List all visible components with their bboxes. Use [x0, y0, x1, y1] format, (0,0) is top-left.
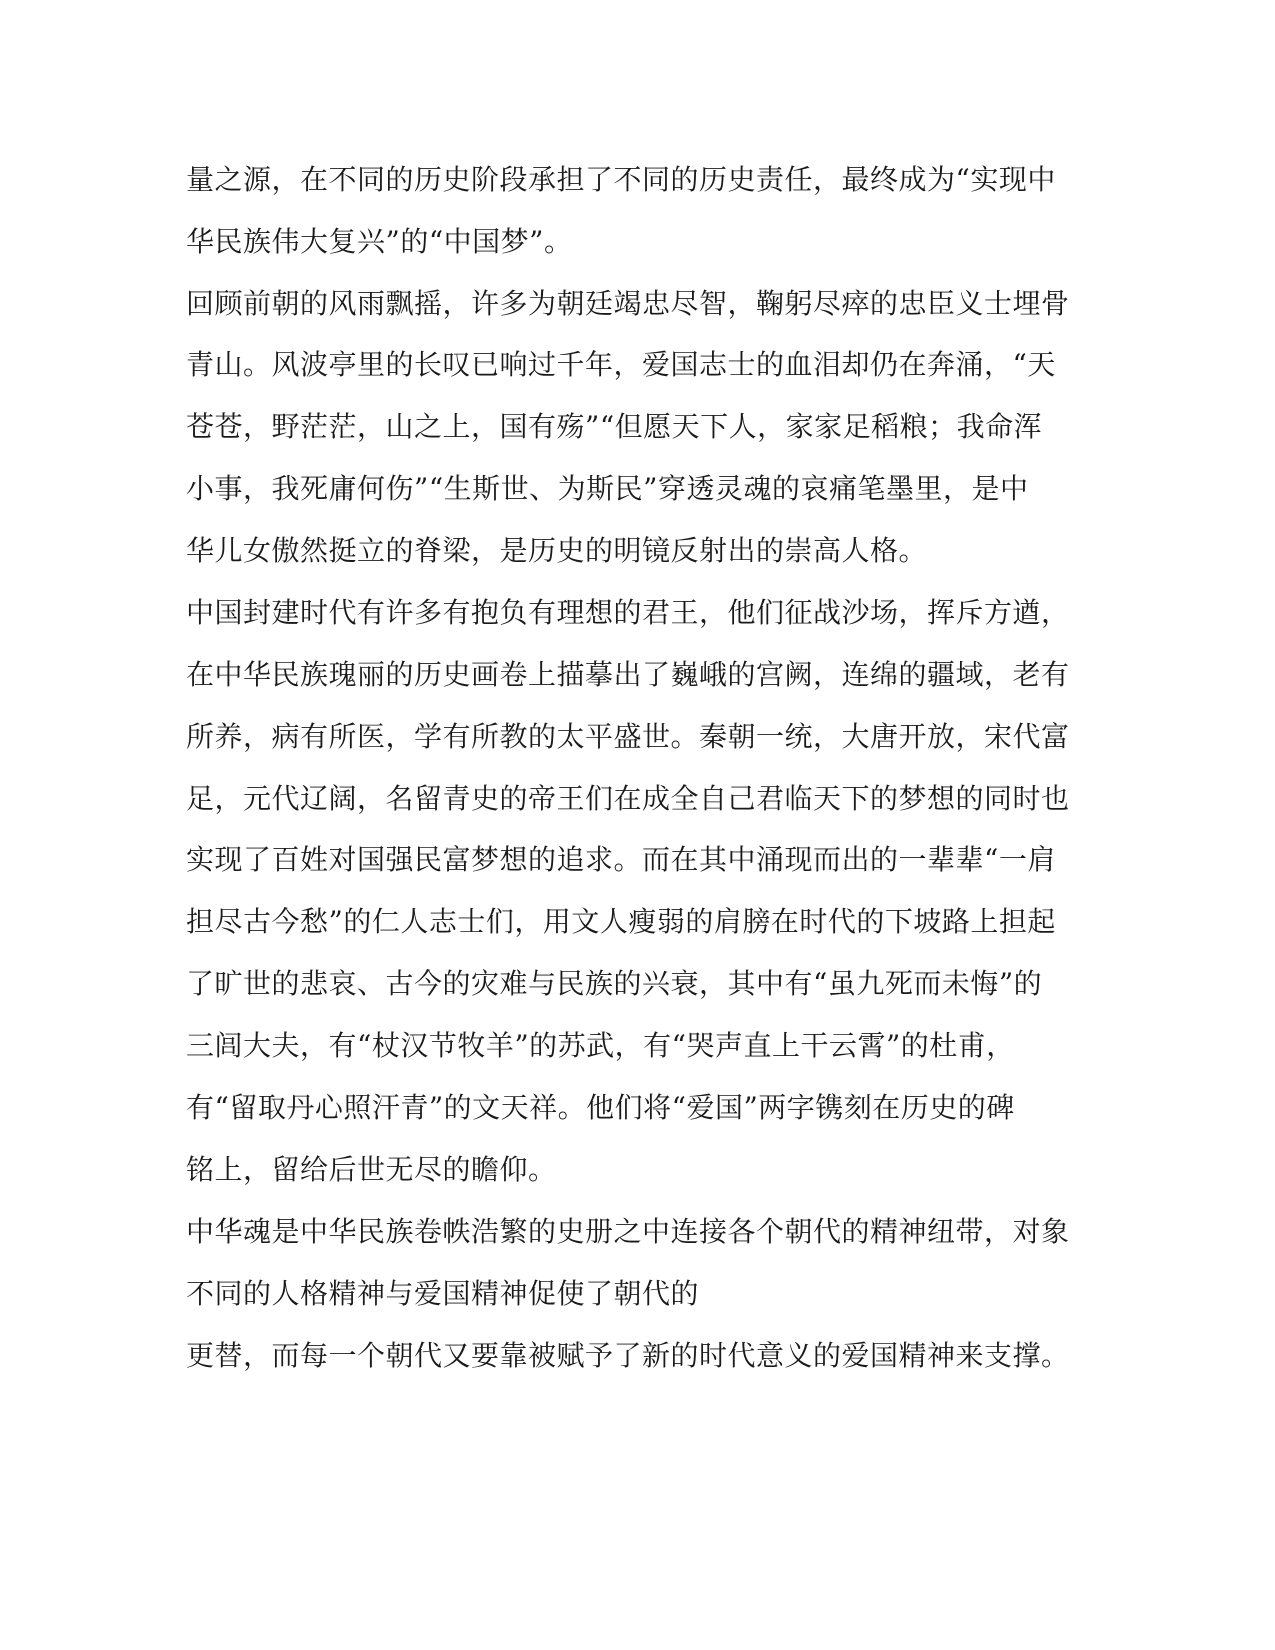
text-line: 中华魂是中华民族卷帙浩繁的史册之中连接各个朝代的精神纽带，对象	[186, 1215, 1070, 1248]
text-line: 不同的人格精神与爱国精神促使了朝代的	[186, 1277, 700, 1310]
text-line: 了旷世的悲哀、古今的灾难与民族的兴衰，其中有“虽九死而未悔”的	[186, 967, 1043, 1000]
text-line: 实现了百姓对国强民富梦想的追求。而在其中涌现而出的一辈辈“一肩	[186, 843, 1056, 876]
text-line: 三闾大夫，有“杖汉节牧羊”的苏武，有“哭声直上干云霄”的杜甫，	[186, 1029, 1015, 1062]
text-line: 量之源，在不同的历史阶段承担了不同的历史责任，最终成为“实现中	[186, 163, 1056, 196]
text-line: 回顾前朝的风雨飘摇，许多为朝廷竭忠尽智，鞠躬尽瘁的忠臣义士埋骨	[186, 287, 1070, 320]
text-line: 在中华民族瑰丽的历史画卷上描摹出了巍峨的宫阙，连绵的疆域，老有	[186, 658, 1070, 691]
text-line: 小事，我死庸何伤”“生斯世、为斯民”穿透灵魂的哀痛笔墨里，是中	[186, 472, 1029, 505]
text-line: 苍苍，野茫茫，山之上，国有殇”“但愿天下人，家家足稻粮；我命浑	[186, 410, 1043, 443]
text-line: 铭上，留给后世无尽的瞻仰。	[186, 1153, 557, 1186]
text-line: 所养，病有所医，学有所教的太平盛世。秦朝一统，大唐开放，宋代富	[186, 720, 1070, 753]
text-line: 担尽古今愁”的仁人志士们，用文人瘦弱的肩膀在时代的下坡路上担起	[186, 905, 1056, 938]
text-line: 有“留取丹心照汗青”的文天祥。他们将“爱国”两字镌刻在历史的碑	[186, 1091, 1015, 1124]
text-line: 更替，而每一个朝代又要靠被赋予了新的时代意义的爱国精神来支撑。	[186, 1339, 1070, 1372]
text-line: 青山。风波亭里的长叹已响过千年，爱国志士的血泪却仍在奔涌，“天	[186, 348, 1056, 381]
text-line: 华民族伟大复兴”的“中国梦”。	[186, 225, 573, 258]
text-line: 足，元代辽阔，名留青史的帝王们在成全自己君临天下的梦想的同时也	[186, 782, 1070, 815]
text-line: 中国封建时代有许多有抱负有理想的君王，他们征战沙场，挥斥方遒，	[186, 596, 1070, 629]
text-line: 华儿女傲然挺立的脊梁，是历史的明镜反射出的崇高人格。	[186, 534, 928, 567]
